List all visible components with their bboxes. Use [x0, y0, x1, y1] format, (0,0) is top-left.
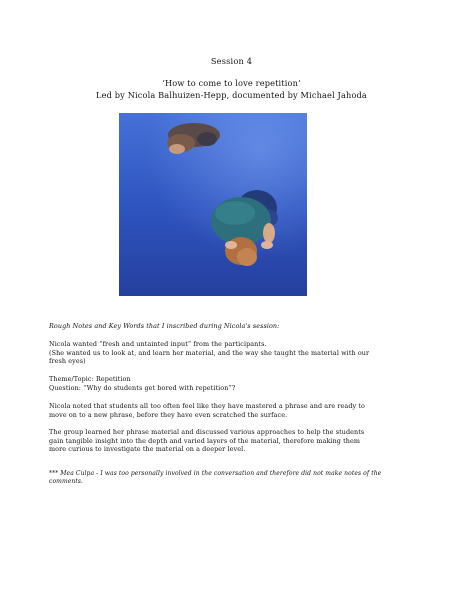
text-line: *** Mea Culpa - I was too personally involved in the conversation and therefore did not make notes of the — [49, 470, 382, 477]
paragraph-group — [49, 428, 421, 454]
paragraph-students — [49, 402, 421, 419]
dancers-on-floor-image — [119, 113, 307, 296]
text-line: Nicola noted that students all too often feel like they have mastered a phrase and are ready to — [49, 402, 365, 410]
text-line: move on to a new phrase, before they have even scratched the surface. — [49, 410, 288, 419]
session-title — [0, 78, 463, 101]
text-line: Question: “Why do students get bored with repetition”? — [49, 383, 236, 392]
title-line: ‘How to come to love repetition’ — [162, 78, 301, 88]
title-line: Led by Nicola Balhuizen-Hepp, documented by Michael Jahoda — [96, 89, 367, 100]
text-line: The group learned her phrase material and discussed various approaches to help the students — [49, 428, 365, 436]
text-line: comments. — [49, 478, 84, 486]
dance-photo — [119, 113, 307, 296]
text-line: fresh eyes) — [49, 357, 86, 366]
session-number: Session 4 — [210, 56, 253, 66]
text-line: Theme/Topic: Repetition — [49, 375, 131, 383]
intro-line: Rough Notes and Key Words that I inscribed during Nicola's session: — [49, 322, 280, 330]
paragraph-theme — [49, 375, 421, 392]
text-line: (She wanted us to look at, and learn her material, and the way she taught the material with our — [49, 348, 370, 357]
paragraph-fresh-input — [49, 340, 421, 366]
text-line: more curious to investigate the material on a deeper level. — [49, 445, 246, 454]
footnote — [49, 470, 421, 487]
text-line: Nicola wanted “fresh and untainted input” from the participants. — [49, 340, 267, 348]
text-line: gain tangible insight into the depth and varied layers of the material, therefore making them — [49, 436, 361, 445]
